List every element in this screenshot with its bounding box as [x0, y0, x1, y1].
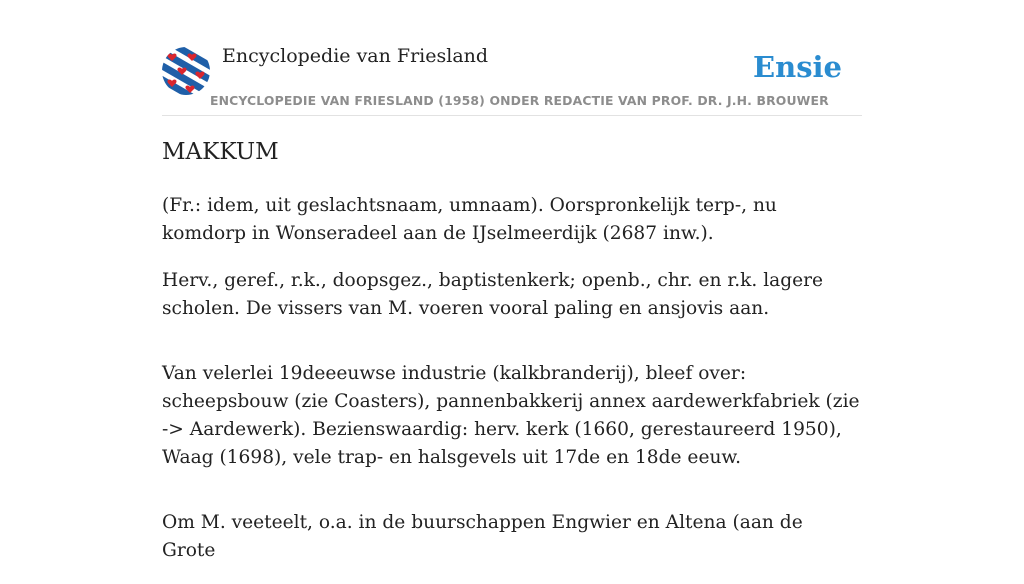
- article-paragraph: Om M. veeteelt, o.a. in de buurschappen Engwier en Altena (aan de Grote: [162, 512, 803, 561]
- source-subtitle: ENCYCLOPEDIE VAN FRIESLAND (1958) ONDER REDACTIE VAN PROF. DR. J.H. BROUWER: [210, 93, 829, 108]
- source-title[interactable]: Encyclopedie van Friesland: [222, 45, 489, 67]
- article-paragraph: Herv., geref., r.k., doopsgez., baptistenkerk; openb., chr. en r.k. lagere scholen. De vissers van M. voeren vooral paling en ansjovis aan.: [162, 270, 824, 319]
- article-headword: MAKKUM: [162, 139, 279, 165]
- article-paragraph: (Fr.: idem, uit geslachtsnaam, umnaam). Oorspronkelijk terp-, nu komdorp in Wonseradeel aan de IJselmeerdijk (2687 inw.).: [162, 195, 777, 244]
- brand-logo[interactable]: Ensie: [753, 50, 842, 84]
- article-paragraph: Van velerlei 19deeeuwse industrie (kalkbranderij), bleef over: scheepsbouw (zie Coasters), pannenbakkerij annex aardewerkfabriek (zie -> Aardewerk). Bezienswaardig: herv. kerk (1660, gerestaureerd 1950), Waag (1698), vele trap- en halsgevels uit 17de en 18de eeuw.: [162, 363, 860, 468]
- article-body: [162, 192, 862, 584]
- page: [162, 0, 862, 561]
- header: [162, 0, 862, 116]
- frisian-flag-icon[interactable]: [162, 47, 210, 95]
